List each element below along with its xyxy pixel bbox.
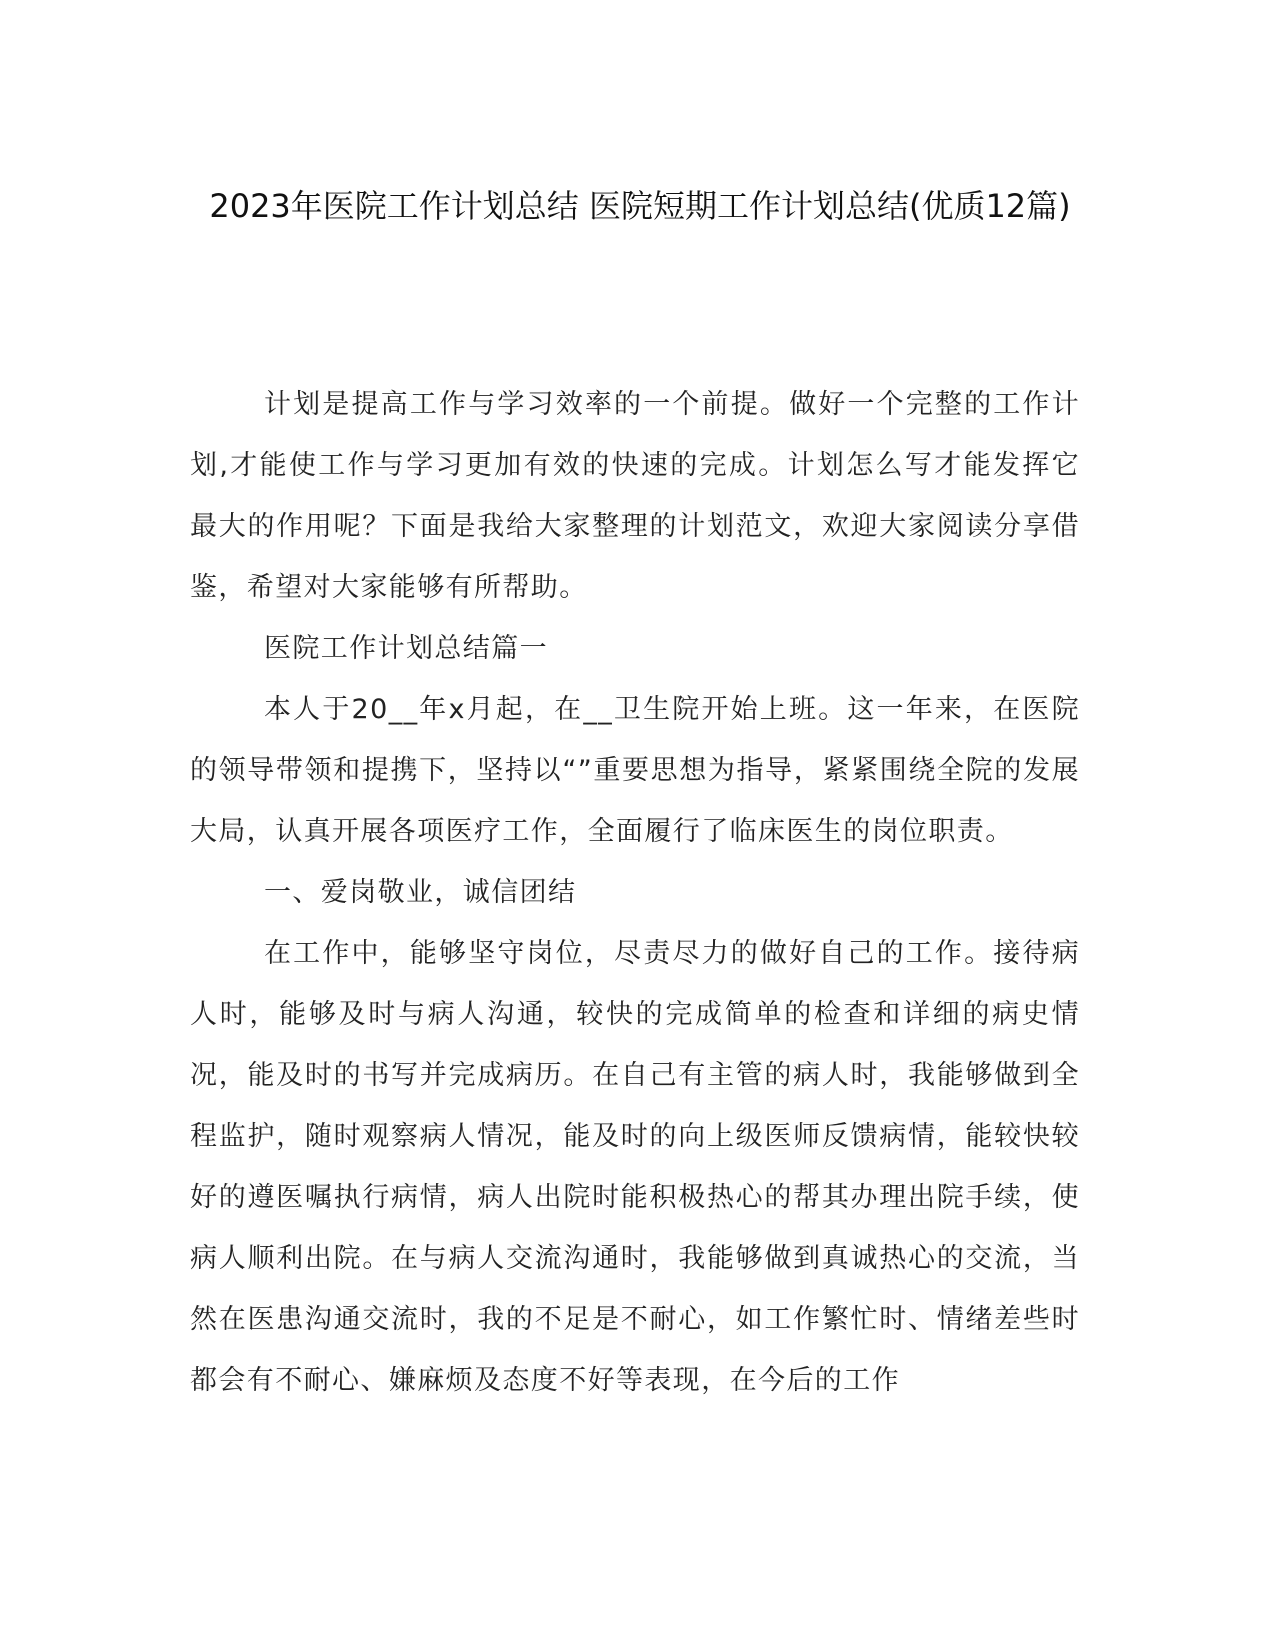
section-heading-part-one: 医院工作计划总结篇一 <box>264 633 548 664</box>
body-paragraph: 在工作中，能够坚守岗位，尽责尽力的做好自己的工作。接待病人时，能够及时与病人沟通，较快的完成简单的检查和详细的病史情况，能及时的书写并完成病历。在自己有主管的病人时，我能够做到全程监护，随时观察病人情况，能及时的向上级医师反馈病情，能较快较好的遵医嘱执行病情，病人出院时能积极热心的帮其办理出院手续，使病人顺利出院。在与病人交流沟通时，我能够做到真诚热心的交流，当然在医患沟通交流时，我的不足是不耐心，如工作繁忙时、情绪差些时都会有不耐心、嫌麻烦及态度不好等表现，在今后的工作 <box>190 938 1080 1396</box>
document-body <box>190 374 1080 1411</box>
intro-paragraph: 计划是提高工作与学习效率的一个前提。做好一个完整的工作计划,才能使工作与学习更加有效的快速的完成。计划怎么写才能发挥它最大的作用呢？下面是我给大家整理的计划范文，欢迎大家阅读分享借鉴，希望对大家能够有所帮助。 <box>190 389 1080 603</box>
body-paragraph: 本人于20__年x月起，在__卫生院开始上班。这一年来，在医院的领导带领和提携下，坚持以“”重要思想为指导，紧紧围绕全院的发展大局，认真开展各项医疗工作，全面履行了临床医生的岗位职责。 <box>190 694 1080 847</box>
subsection-heading: 一、爱岗敬业，诚信团结 <box>264 877 577 908</box>
document-title: 2023年医院工作计划总结 医院短期工作计划总结(优质12篇) <box>209 187 1071 225</box>
